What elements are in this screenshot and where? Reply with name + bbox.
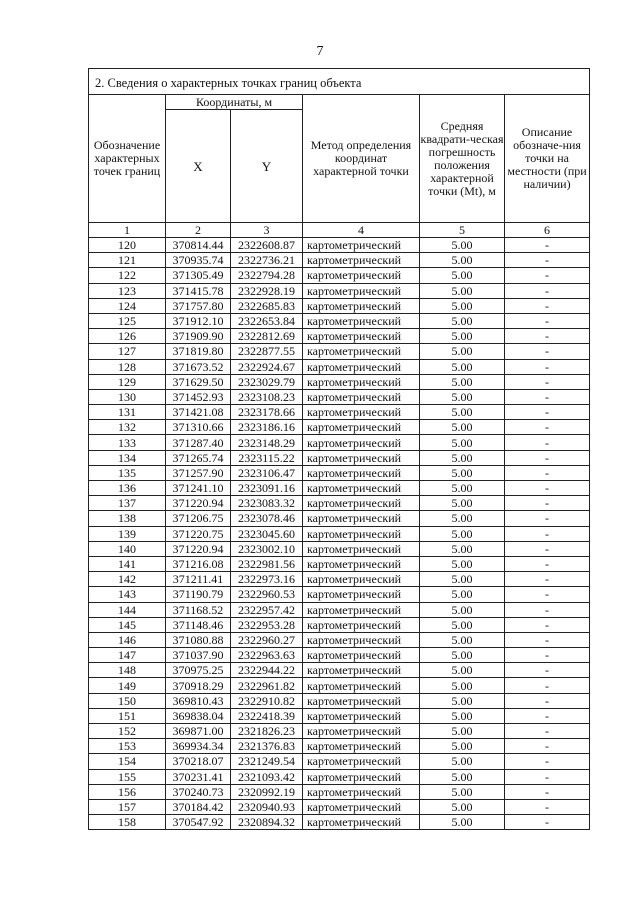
method-cell: картометрический	[303, 359, 420, 374]
error-cell: 5.00	[420, 526, 505, 541]
x-coordinate-cell: 371265.74	[166, 450, 231, 465]
header-method: Метод определения координат характерной точки	[303, 95, 420, 223]
method-cell: картометрический	[303, 481, 420, 496]
table-row	[89, 283, 590, 298]
x-coordinate-cell: 369810.43	[166, 693, 231, 708]
y-coordinate-cell: 2322608.87	[231, 238, 303, 253]
y-coordinate-cell: 2321249.54	[231, 754, 303, 769]
error-cell: 5.00	[420, 359, 505, 374]
x-coordinate-cell: 370547.92	[166, 815, 231, 830]
point-cell: 138	[89, 511, 166, 526]
x-coordinate-cell: 370240.73	[166, 784, 231, 799]
table-row	[89, 663, 590, 678]
point-cell: 158	[89, 815, 166, 830]
table-row	[89, 617, 590, 632]
error-cell: 5.00	[420, 602, 505, 617]
header-description: Описание обозначе-ния точки на местности (при наличии)	[505, 95, 590, 223]
description-cell: -	[505, 632, 590, 647]
method-cell: картометрический	[303, 405, 420, 420]
x-coordinate-cell: 370918.29	[166, 678, 231, 693]
y-coordinate-cell: 2323108.23	[231, 389, 303, 404]
y-coordinate-cell: 2322953.28	[231, 617, 303, 632]
method-cell: картометрический	[303, 541, 420, 556]
table-row	[89, 359, 590, 374]
y-coordinate-cell: 2321826.23	[231, 724, 303, 739]
y-coordinate-cell: 2323078.46	[231, 511, 303, 526]
method-cell: картометрический	[303, 374, 420, 389]
error-cell: 5.00	[420, 693, 505, 708]
description-cell: -	[505, 389, 590, 404]
y-coordinate-cell: 2321093.42	[231, 769, 303, 784]
header-error: Средняя квадрати-ческая погрешность положения характерной точки (Mt), м	[420, 95, 505, 223]
table-row	[89, 511, 590, 526]
point-cell: 128	[89, 359, 166, 374]
x-coordinate-cell: 371216.08	[166, 556, 231, 571]
error-cell: 5.00	[420, 724, 505, 739]
description-cell: -	[505, 481, 590, 496]
y-coordinate-cell: 2323002.10	[231, 541, 303, 556]
method-cell: картометрический	[303, 632, 420, 647]
header-x: X	[166, 110, 231, 223]
table-row	[89, 465, 590, 480]
error-cell: 5.00	[420, 329, 505, 344]
y-coordinate-cell: 2322981.56	[231, 556, 303, 571]
method-cell: картометрический	[303, 313, 420, 328]
x-coordinate-cell: 371211.41	[166, 572, 231, 587]
method-cell: картометрический	[303, 663, 420, 678]
point-cell: 156	[89, 784, 166, 799]
column-number: 1	[89, 223, 166, 238]
column-number: 5	[420, 223, 505, 238]
y-coordinate-cell: 2320992.19	[231, 784, 303, 799]
error-cell: 5.00	[420, 815, 505, 830]
description-cell: -	[505, 572, 590, 587]
y-coordinate-cell: 2322924.67	[231, 359, 303, 374]
description-cell: -	[505, 283, 590, 298]
error-cell: 5.00	[420, 268, 505, 283]
point-cell: 130	[89, 389, 166, 404]
y-coordinate-cell: 2323029.79	[231, 374, 303, 389]
error-cell: 5.00	[420, 405, 505, 420]
point-cell: 155	[89, 769, 166, 784]
method-cell: картометрический	[303, 678, 420, 693]
point-cell: 146	[89, 632, 166, 647]
y-coordinate-cell: 2322653.84	[231, 313, 303, 328]
point-cell: 120	[89, 238, 166, 253]
error-cell: 5.00	[420, 481, 505, 496]
point-cell: 122	[89, 268, 166, 283]
x-coordinate-cell: 370935.74	[166, 253, 231, 268]
method-cell: картометрический	[303, 754, 420, 769]
table-row	[89, 435, 590, 450]
point-cell: 151	[89, 708, 166, 723]
error-cell: 5.00	[420, 298, 505, 313]
y-coordinate-cell: 2322418.39	[231, 708, 303, 723]
x-coordinate-cell: 371220.75	[166, 526, 231, 541]
y-coordinate-cell: 2322928.19	[231, 283, 303, 298]
table-row	[89, 648, 590, 663]
point-cell: 154	[89, 754, 166, 769]
method-cell: картометрический	[303, 344, 420, 359]
table-row	[89, 724, 590, 739]
x-coordinate-cell: 371757.80	[166, 298, 231, 313]
error-cell: 5.00	[420, 663, 505, 678]
description-cell: -	[505, 769, 590, 784]
x-coordinate-cell: 371206.75	[166, 511, 231, 526]
error-cell: 5.00	[420, 253, 505, 268]
x-coordinate-cell: 369838.04	[166, 708, 231, 723]
x-coordinate-cell: 371819.80	[166, 344, 231, 359]
point-cell: 149	[89, 678, 166, 693]
point-cell: 125	[89, 313, 166, 328]
description-cell: -	[505, 663, 590, 678]
y-coordinate-cell: 2323106.47	[231, 465, 303, 480]
table-row	[89, 253, 590, 268]
error-cell: 5.00	[420, 587, 505, 602]
x-coordinate-cell: 370231.41	[166, 769, 231, 784]
description-cell: -	[505, 238, 590, 253]
point-cell: 129	[89, 374, 166, 389]
header-coordinates: Координаты, м	[166, 95, 303, 110]
error-cell: 5.00	[420, 617, 505, 632]
method-cell: картометрический	[303, 526, 420, 541]
method-cell: картометрический	[303, 389, 420, 404]
x-coordinate-cell: 370184.42	[166, 799, 231, 814]
error-cell: 5.00	[420, 556, 505, 571]
description-cell: -	[505, 298, 590, 313]
x-coordinate-cell: 371241.10	[166, 481, 231, 496]
y-coordinate-cell: 2322685.83	[231, 298, 303, 313]
method-cell: картометрический	[303, 815, 420, 830]
table-row	[89, 268, 590, 283]
description-cell: -	[505, 359, 590, 374]
x-coordinate-cell: 371912.10	[166, 313, 231, 328]
table-row	[89, 815, 590, 830]
table-row	[89, 344, 590, 359]
description-cell: -	[505, 405, 590, 420]
error-cell: 5.00	[420, 389, 505, 404]
y-coordinate-cell: 2322877.55	[231, 344, 303, 359]
x-coordinate-cell: 371220.94	[166, 541, 231, 556]
description-cell: -	[505, 602, 590, 617]
description-cell: -	[505, 556, 590, 571]
y-coordinate-cell: 2323091.16	[231, 481, 303, 496]
x-coordinate-cell: 369871.00	[166, 724, 231, 739]
x-coordinate-cell: 371310.66	[166, 420, 231, 435]
table-row	[89, 329, 590, 344]
description-cell: -	[505, 329, 590, 344]
table-row	[89, 541, 590, 556]
header-point: Обозначение характерных точек границ	[89, 95, 166, 223]
table-row	[89, 769, 590, 784]
method-cell: картометрический	[303, 724, 420, 739]
method-cell: картометрический	[303, 268, 420, 283]
table-row	[89, 602, 590, 617]
method-cell: картометрический	[303, 708, 420, 723]
description-cell: -	[505, 313, 590, 328]
table-row	[89, 693, 590, 708]
description-cell: -	[505, 511, 590, 526]
point-cell: 137	[89, 496, 166, 511]
description-cell: -	[505, 648, 590, 663]
x-coordinate-cell: 371909.90	[166, 329, 231, 344]
error-cell: 5.00	[420, 435, 505, 450]
table-row	[89, 374, 590, 389]
column-number: 3	[231, 223, 303, 238]
x-coordinate-cell: 371673.52	[166, 359, 231, 374]
method-cell: картометрический	[303, 435, 420, 450]
method-cell: картометрический	[303, 572, 420, 587]
x-coordinate-cell: 369934.34	[166, 739, 231, 754]
point-cell: 140	[89, 541, 166, 556]
y-coordinate-cell: 2322963.63	[231, 648, 303, 663]
description-cell: -	[505, 724, 590, 739]
table-row	[89, 708, 590, 723]
y-coordinate-cell: 2320894.32	[231, 815, 303, 830]
method-cell: картометрический	[303, 556, 420, 571]
x-coordinate-cell: 370975.25	[166, 663, 231, 678]
error-cell: 5.00	[420, 313, 505, 328]
point-cell: 134	[89, 450, 166, 465]
y-coordinate-cell: 2323115.22	[231, 450, 303, 465]
error-cell: 5.00	[420, 496, 505, 511]
point-cell: 144	[89, 602, 166, 617]
table-row	[89, 389, 590, 404]
y-coordinate-cell: 2323083.32	[231, 496, 303, 511]
y-coordinate-cell: 2322944.22	[231, 663, 303, 678]
description-cell: -	[505, 450, 590, 465]
point-cell: 143	[89, 587, 166, 602]
table-row	[89, 238, 590, 253]
page-number: 7	[316, 44, 324, 59]
y-coordinate-cell: 2322961.82	[231, 678, 303, 693]
method-cell: картометрический	[303, 648, 420, 663]
description-cell: -	[505, 253, 590, 268]
table-row	[89, 587, 590, 602]
description-cell: -	[505, 435, 590, 450]
column-number: 6	[505, 223, 590, 238]
point-cell: 145	[89, 617, 166, 632]
error-cell: 5.00	[420, 465, 505, 480]
description-cell: -	[505, 344, 590, 359]
description-cell: -	[505, 784, 590, 799]
point-cell: 148	[89, 663, 166, 678]
method-cell: картометрический	[303, 617, 420, 632]
description-cell: -	[505, 268, 590, 283]
table-row	[89, 632, 590, 647]
table-row	[89, 481, 590, 496]
x-coordinate-cell: 371421.08	[166, 405, 231, 420]
table-row	[89, 450, 590, 465]
table-row	[89, 572, 590, 587]
y-coordinate-cell: 2322910.82	[231, 693, 303, 708]
error-cell: 5.00	[420, 283, 505, 298]
error-cell: 5.00	[420, 344, 505, 359]
section-title: 2. Сведения о характерных точках границ объекта	[89, 69, 590, 95]
error-cell: 5.00	[420, 511, 505, 526]
x-coordinate-cell: 371168.52	[166, 602, 231, 617]
x-coordinate-cell: 371287.40	[166, 435, 231, 450]
x-coordinate-cell: 370218.07	[166, 754, 231, 769]
table-row	[89, 526, 590, 541]
point-cell: 136	[89, 481, 166, 496]
table-row	[89, 754, 590, 769]
point-cell: 124	[89, 298, 166, 313]
table-row	[89, 496, 590, 511]
error-cell: 5.00	[420, 769, 505, 784]
description-cell: -	[505, 541, 590, 556]
point-cell: 150	[89, 693, 166, 708]
table-row	[89, 799, 590, 814]
method-cell: картометрический	[303, 799, 420, 814]
x-coordinate-cell: 371452.93	[166, 389, 231, 404]
point-cell: 123	[89, 283, 166, 298]
description-cell: -	[505, 754, 590, 769]
point-cell: 157	[89, 799, 166, 814]
method-cell: картометрический	[303, 587, 420, 602]
description-cell: -	[505, 708, 590, 723]
method-cell: картометрический	[303, 329, 420, 344]
error-cell: 5.00	[420, 739, 505, 754]
method-cell: картометрический	[303, 769, 420, 784]
x-coordinate-cell: 371190.79	[166, 587, 231, 602]
method-cell: картометрический	[303, 420, 420, 435]
x-coordinate-cell: 371305.49	[166, 268, 231, 283]
table-row	[89, 420, 590, 435]
error-cell: 5.00	[420, 450, 505, 465]
x-coordinate-cell: 371415.78	[166, 283, 231, 298]
x-coordinate-cell: 371220.94	[166, 496, 231, 511]
x-coordinate-cell: 371080.88	[166, 632, 231, 647]
point-cell: 121	[89, 253, 166, 268]
method-cell: картометрический	[303, 450, 420, 465]
error-cell: 5.00	[420, 541, 505, 556]
error-cell: 5.00	[420, 648, 505, 663]
description-cell: -	[505, 420, 590, 435]
boundary-points-table	[88, 68, 590, 830]
x-coordinate-cell: 370814.44	[166, 238, 231, 253]
table-row	[89, 784, 590, 799]
header-y: Y	[231, 110, 303, 223]
point-cell: 131	[89, 405, 166, 420]
point-cell: 133	[89, 435, 166, 450]
y-coordinate-cell: 2323186.16	[231, 420, 303, 435]
method-cell: картометрический	[303, 465, 420, 480]
description-cell: -	[505, 496, 590, 511]
error-cell: 5.00	[420, 238, 505, 253]
point-cell: 126	[89, 329, 166, 344]
point-cell: 142	[89, 572, 166, 587]
error-cell: 5.00	[420, 708, 505, 723]
error-cell: 5.00	[420, 374, 505, 389]
description-cell: -	[505, 465, 590, 480]
description-cell: -	[505, 815, 590, 830]
method-cell: картометрический	[303, 253, 420, 268]
x-coordinate-cell: 371257.90	[166, 465, 231, 480]
description-cell: -	[505, 799, 590, 814]
y-coordinate-cell: 2322960.27	[231, 632, 303, 647]
method-cell: картометрический	[303, 298, 420, 313]
method-cell: картометрический	[303, 511, 420, 526]
method-cell: картометрический	[303, 283, 420, 298]
error-cell: 5.00	[420, 632, 505, 647]
description-cell: -	[505, 739, 590, 754]
y-coordinate-cell: 2322957.42	[231, 602, 303, 617]
y-coordinate-cell: 2322736.21	[231, 253, 303, 268]
description-cell: -	[505, 678, 590, 693]
y-coordinate-cell: 2323178.66	[231, 405, 303, 420]
x-coordinate-cell: 371629.50	[166, 374, 231, 389]
point-cell: 127	[89, 344, 166, 359]
point-cell: 152	[89, 724, 166, 739]
table-row	[89, 313, 590, 328]
method-cell: картометрический	[303, 693, 420, 708]
error-cell: 5.00	[420, 799, 505, 814]
method-cell: картометрический	[303, 784, 420, 799]
description-cell: -	[505, 526, 590, 541]
table-row	[89, 678, 590, 693]
description-cell: -	[505, 587, 590, 602]
y-coordinate-cell: 2321376.83	[231, 739, 303, 754]
method-cell: картометрический	[303, 496, 420, 511]
table-row	[89, 298, 590, 313]
table-row	[89, 739, 590, 754]
point-cell: 153	[89, 739, 166, 754]
column-number: 4	[303, 223, 420, 238]
error-cell: 5.00	[420, 678, 505, 693]
method-cell: картометрический	[303, 739, 420, 754]
y-coordinate-cell: 2320940.93	[231, 799, 303, 814]
table-row	[89, 556, 590, 571]
method-cell: картометрический	[303, 602, 420, 617]
table-row	[89, 405, 590, 420]
column-number-row	[89, 223, 590, 238]
description-cell: -	[505, 617, 590, 632]
y-coordinate-cell: 2322960.53	[231, 587, 303, 602]
point-cell: 147	[89, 648, 166, 663]
y-coordinate-cell: 2323045.60	[231, 526, 303, 541]
y-coordinate-cell: 2322973.16	[231, 572, 303, 587]
point-cell: 141	[89, 556, 166, 571]
y-coordinate-cell: 2322812.69	[231, 329, 303, 344]
error-cell: 5.00	[420, 572, 505, 587]
y-coordinate-cell: 2322794.28	[231, 268, 303, 283]
error-cell: 5.00	[420, 784, 505, 799]
description-cell: -	[505, 693, 590, 708]
x-coordinate-cell: 371148.46	[166, 617, 231, 632]
description-cell: -	[505, 374, 590, 389]
method-cell: картометрический	[303, 238, 420, 253]
point-cell: 139	[89, 526, 166, 541]
x-coordinate-cell: 371037.90	[166, 648, 231, 663]
error-cell: 5.00	[420, 754, 505, 769]
column-number: 2	[166, 223, 231, 238]
point-cell: 135	[89, 465, 166, 480]
point-cell: 132	[89, 420, 166, 435]
y-coordinate-cell: 2323148.29	[231, 435, 303, 450]
error-cell: 5.00	[420, 420, 505, 435]
